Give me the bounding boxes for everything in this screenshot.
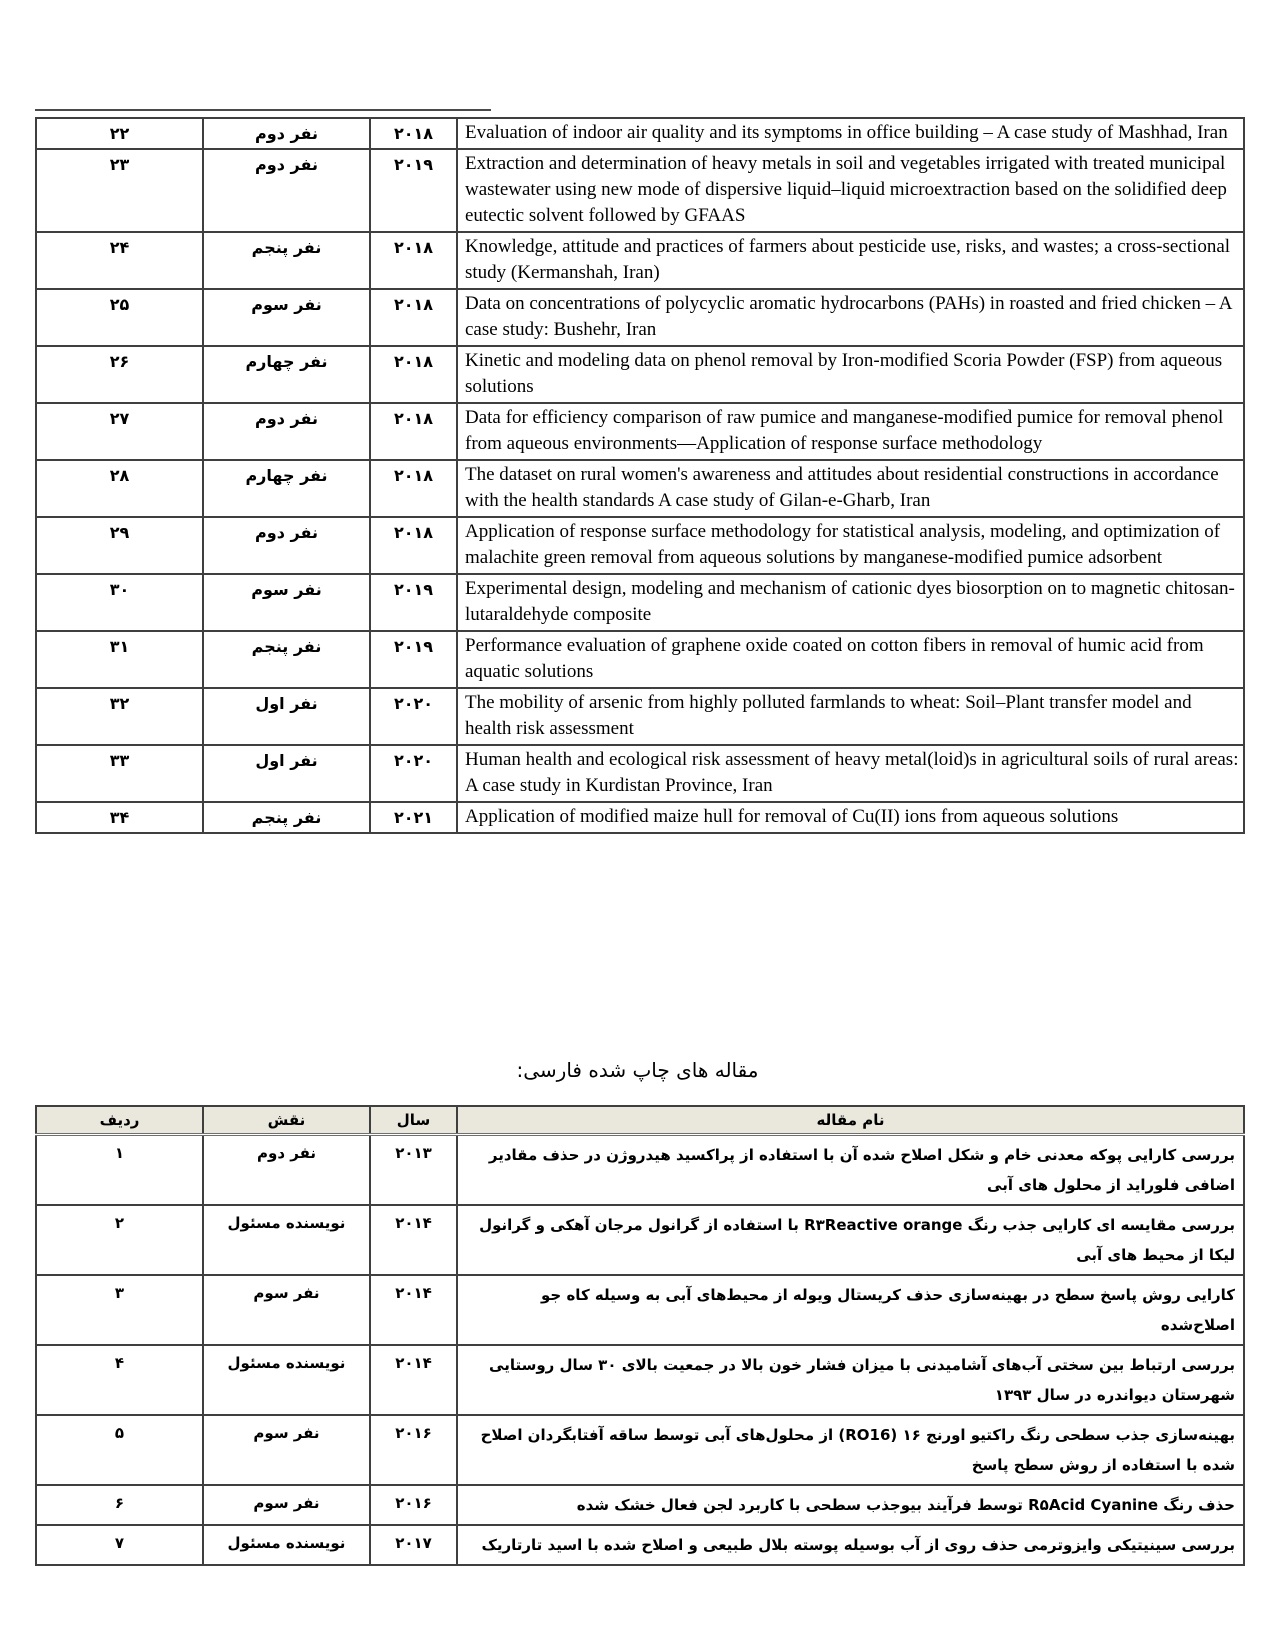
- page-break-table-edge: [35, 109, 491, 111]
- publication-title: Knowledge, attitude and practices of farmers about pesticide use, risks, and wastes; a cross-sectional study (Kermanshah, Iran): [457, 232, 1244, 289]
- publication-title: Performance evaluation of graphene oxide coated on cotton fibers in removal of humic acid from aquatic solutions: [457, 631, 1244, 688]
- row-number: ۲۹: [36, 517, 203, 574]
- english-publication-row: [36, 802, 1244, 833]
- publication-title: Data for efficiency comparison of raw pumice and manganese-modified pumice for removal phenol from aqueous environments—Application of response surface methodology: [457, 403, 1244, 460]
- publication-title: Application of modified maize hull for removal of Cu(II) ions from aqueous solutions: [457, 802, 1244, 833]
- publication-title: Extraction and determination of heavy metals in soil and vegetables irrigated with treated municipal wastewater using new mode of dispersive liquid–liquid microextraction based on the solidified deep eutectic solvent followed by GFAAS: [457, 149, 1244, 232]
- persian-articles-section-title: مقاله های چاپ شده فارسی:: [516, 1058, 759, 1082]
- publication-title: بررسی کارایی پوکه معدنی خام و شکل اصلاح شده آن با استفاده از پراکسید هیدروژن در حذف مقادیر اضافی فلوراید از محلول های آبی: [457, 1135, 1244, 1206]
- header-row-number: ردیف: [36, 1106, 203, 1135]
- english-publication-row: [36, 149, 1244, 232]
- english-publication-row: [36, 745, 1244, 802]
- header-year: سال: [370, 1106, 457, 1135]
- publication-title: Experimental design, modeling and mechanism of cationic dyes biosorption on to magnetic chitosan-lutaraldehyde composite: [457, 574, 1244, 631]
- row-number: ۵: [36, 1415, 203, 1485]
- author-role: نفر سوم: [203, 1275, 370, 1345]
- row-number: ۱: [36, 1135, 203, 1206]
- english-publication-row: [36, 631, 1244, 688]
- author-role: نفر پنجم: [203, 631, 370, 688]
- persian-publication-row: [36, 1525, 1244, 1565]
- row-number: ۲۳: [36, 149, 203, 232]
- english-publications-table: [35, 117, 1245, 834]
- publication-title: Evaluation of indoor air quality and its symptoms in office building – A case study of Mashhad, Iran: [457, 118, 1244, 149]
- header-role: نقش: [203, 1106, 370, 1135]
- publication-year: ۲۰۱۶: [370, 1415, 457, 1485]
- publication-title: بررسی ارتباط بین سختی آب‌های آشامیدنی با میزان فشار خون بالا در جمعیت بالای ۳۰ سال روستایی شهرستان دیواندره در سال ۱۳۹۳: [457, 1345, 1244, 1415]
- persian-table-header-row: [36, 1106, 1244, 1135]
- author-role: نفر دوم: [203, 1135, 370, 1206]
- publication-year: ۲۰۱۷: [370, 1525, 457, 1565]
- publication-title: The dataset on rural women's awareness and attitudes about residential constructions in accordance with the health standards A case study of Gilan-e-Gharb, Iran: [457, 460, 1244, 517]
- publication-year: ۲۰۱۹: [370, 149, 457, 232]
- persian-publication-row: [36, 1415, 1244, 1485]
- english-publication-row: [36, 403, 1244, 460]
- author-role: نفر دوم: [203, 118, 370, 149]
- persian-publication-row: [36, 1345, 1244, 1415]
- publication-year: ۲۰۱۸: [370, 403, 457, 460]
- english-publication-row: [36, 574, 1244, 631]
- publication-year: ۲۰۱۸: [370, 517, 457, 574]
- publication-year: ۲۰۲۱: [370, 802, 457, 833]
- publication-title: بررسی سینیتیکی وایزوترمی حذف روی از آب بوسیله پوسته بلال طبیعی و اصلاح شده با اسید تارتاریک: [457, 1525, 1244, 1565]
- persian-publication-row: [36, 1135, 1244, 1206]
- publication-title: The mobility of arsenic from highly polluted farmlands to wheat: Soil–Plant transfer model and health risk assessment: [457, 688, 1244, 745]
- publication-title: Kinetic and modeling data on phenol removal by Iron-modified Scoria Powder (FSP) from aqueous solutions: [457, 346, 1244, 403]
- english-publication-row: [36, 517, 1244, 574]
- row-number: ۳: [36, 1275, 203, 1345]
- author-role: نفر سوم: [203, 1485, 370, 1525]
- row-number: ۲۶: [36, 346, 203, 403]
- author-role: نفر دوم: [203, 403, 370, 460]
- author-role: نویسنده مسئول: [203, 1525, 370, 1565]
- publication-title: بهینه‌سازی جذب سطحی رنگ راکتیو اورنج ۱۶ (RO16) از محلول‌های آبی توسط ساقه آفتابگردان اصلاح شده با استفاده از روش سطح پاسخ: [457, 1415, 1244, 1485]
- row-number: ۲۵: [36, 289, 203, 346]
- row-number: ۴: [36, 1345, 203, 1415]
- persian-publication-row: [36, 1485, 1244, 1525]
- author-role: نفر سوم: [203, 1415, 370, 1485]
- author-role: نفر چهارم: [203, 460, 370, 517]
- row-number: ۲۲: [36, 118, 203, 149]
- author-role: نفر دوم: [203, 149, 370, 232]
- author-role: نفر پنجم: [203, 232, 370, 289]
- persian-publication-row: [36, 1275, 1244, 1345]
- english-publication-row: [36, 688, 1244, 745]
- publication-title: حذف رنگ R۵Acid Cyanine توسط فرآیند بیوجذب سطحی با کاربرد لجن فعال خشک شده: [457, 1485, 1244, 1525]
- publication-title: Application of response surface methodology for statistical analysis, modeling, and optimization of malachite green removal from aqueous solutions by manganese-modified pumice adsorbent: [457, 517, 1244, 574]
- row-number: ۲۴: [36, 232, 203, 289]
- publication-year: ۲۰۱۸: [370, 346, 457, 403]
- publication-year: ۲۰۱۴: [370, 1205, 457, 1275]
- publication-year: ۲۰۱۸: [370, 289, 457, 346]
- author-role: نویسنده مسئول: [203, 1205, 370, 1275]
- publication-year: ۲۰۱۳: [370, 1135, 457, 1206]
- publication-year: ۲۰۲۰: [370, 745, 457, 802]
- english-publication-row: [36, 118, 1244, 149]
- publication-year: ۲۰۱۴: [370, 1345, 457, 1415]
- publication-title: بررسی مقایسه ای کارایی جذب رنگ R۳Reactive orange با استفاده از گرانول مرجان آهکی و گرانول لیکا از محیط های آبی: [457, 1205, 1244, 1275]
- english-publication-row: [36, 346, 1244, 403]
- row-number: ۳۱: [36, 631, 203, 688]
- row-number: ۳۲: [36, 688, 203, 745]
- row-number: ۳۳: [36, 745, 203, 802]
- publication-year: ۲۰۱۸: [370, 118, 457, 149]
- row-number: ۳۴: [36, 802, 203, 833]
- row-number: ۲: [36, 1205, 203, 1275]
- english-publication-row: [36, 232, 1244, 289]
- author-role: نویسنده مسئول: [203, 1345, 370, 1415]
- publication-year: ۲۰۱۹: [370, 574, 457, 631]
- author-role: نفر سوم: [203, 289, 370, 346]
- author-role: نفر اول: [203, 745, 370, 802]
- publication-title: کارایی روش پاسخ سطح در بهینه‌سازی حذف کریستال ویوله از محیط‌های آبی به وسیله کاه جو اصلاح‌شده: [457, 1275, 1244, 1345]
- author-role: نفر سوم: [203, 574, 370, 631]
- publication-year: ۲۰۱۸: [370, 232, 457, 289]
- row-number: ۶: [36, 1485, 203, 1525]
- publication-year: ۲۰۱۹: [370, 631, 457, 688]
- publication-year: ۲۰۲۰: [370, 688, 457, 745]
- header-article-name: نام مقاله: [457, 1106, 1244, 1135]
- publication-year: ۲۰۱۶: [370, 1485, 457, 1525]
- row-number: ۷: [36, 1525, 203, 1565]
- row-number: ۲۷: [36, 403, 203, 460]
- english-publication-row: [36, 289, 1244, 346]
- row-number: ۲۸: [36, 460, 203, 517]
- publication-year: ۲۰۱۴: [370, 1275, 457, 1345]
- persian-publications-table: [35, 1105, 1245, 1566]
- author-role: نفر اول: [203, 688, 370, 745]
- publication-year: ۲۰۱۸: [370, 460, 457, 517]
- publication-title: Data on concentrations of polycyclic aromatic hydrocarbons (PAHs) in roasted and fried chicken – A case study: Bushehr, Iran: [457, 289, 1244, 346]
- author-role: نفر دوم: [203, 517, 370, 574]
- publication-title: Human health and ecological risk assessment of heavy metal(loid)s in agricultural soils of rural areas: A case study in Kurdistan Province, Iran: [457, 745, 1244, 802]
- english-publication-row: [36, 460, 1244, 517]
- author-role: نفر پنجم: [203, 802, 370, 833]
- author-role: نفر چهارم: [203, 346, 370, 403]
- row-number: ۳۰: [36, 574, 203, 631]
- persian-publication-row: [36, 1205, 1244, 1275]
